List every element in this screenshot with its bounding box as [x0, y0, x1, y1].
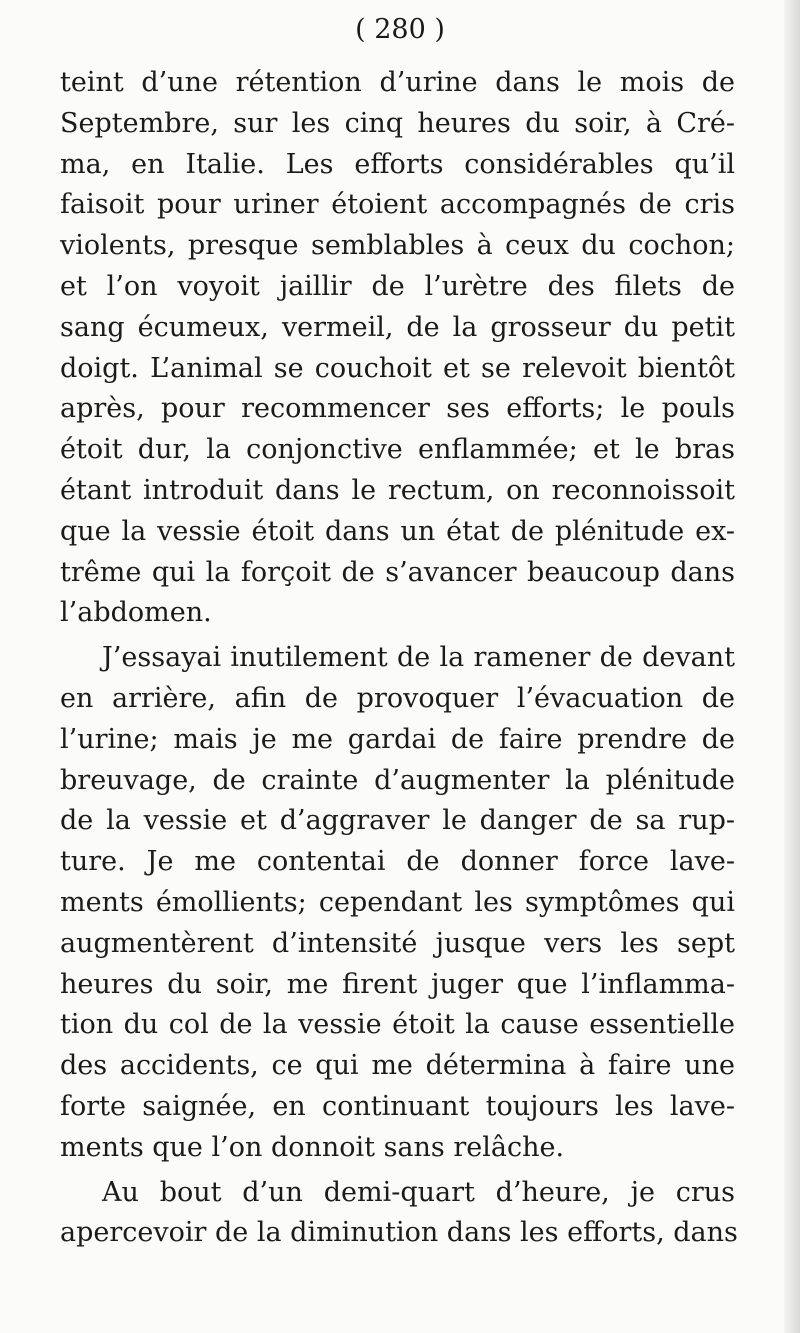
paragraph-1: [60, 63, 735, 634]
text-line: sang écumeux, vermeil, de la grosseur du petit: [60, 311, 735, 343]
text-line: Septembre, sur les cinq heures du soir, à Cré-: [60, 107, 735, 139]
text-line: des accidents, ce qui me détermina à faire une: [60, 1050, 735, 1082]
text-line: l’urine; mais je me gardai de faire prendre de: [60, 723, 735, 755]
text-line: J’essayai inutilement de la ramener de devant: [102, 642, 735, 674]
text-line: ments émollients; cependant les symptômes qui: [60, 886, 735, 918]
text-line: ma, en Italie. Les efforts considérables qu’il: [60, 148, 735, 180]
paragraph-2: [60, 638, 735, 1168]
text-line: étoit dur, la conjonctive enflammée; et le bras: [60, 434, 735, 466]
text-line: apercevoir de la diminution dans les efforts, dans: [60, 1217, 738, 1249]
text-line: breuvage, de crainte d’augmenter la plénitude: [60, 764, 735, 796]
text-line: l’abdomen.: [60, 597, 212, 629]
text-line: faisoit pour uriner étoient accompagnés de cris: [60, 189, 735, 221]
text-line: tion du col de la vessie étoit la cause essentielle: [60, 1009, 735, 1041]
text-line: étant introduit dans le rectum, on reconnoissoit: [60, 474, 735, 506]
text-line: après, pour recommencer ses efforts; le pouls: [60, 393, 735, 425]
page-number: ( 280 ): [355, 14, 445, 45]
text-line: doigt. L’animal se couchoit et se relevoit bientôt: [60, 352, 735, 384]
page-gutter-shadow: [784, 0, 800, 1333]
text-line: en arrière, afin de provoquer l’évacuation de: [60, 682, 735, 714]
text-line: trême qui la forçoit de s’avancer beaucoup dans: [60, 556, 735, 588]
text-line: que la vessie étoit dans un état de plénitude ex-: [60, 515, 735, 547]
text-line: augmentèrent d’intensité jusque vers les sept: [60, 927, 735, 959]
paragraph-3: [60, 1173, 738, 1255]
page-body-text: [60, 63, 738, 1258]
text-line: heures du soir, me firent juger que l’inflamma-: [60, 968, 735, 1000]
text-line: de la vessie et d’aggraver le danger de sa rup-: [60, 805, 735, 837]
text-line: ture. Je me contentai de donner force lave-: [60, 846, 735, 878]
text-line: teint d’une rétention d’urine dans le mois de: [60, 67, 735, 98]
text-line: et l’on voyoit jaillir de l’urètre des filets de: [60, 270, 735, 302]
text-line: violents, presque semblables à ceux du cochon;: [60, 230, 735, 262]
text-line: forte saignée, en continuant toujours les lave-: [60, 1090, 735, 1122]
text-line: Au bout d’un demi-quart d’heure, je crus: [102, 1176, 735, 1208]
text-line: ments que l’on donnoit sans relâche.: [60, 1131, 565, 1163]
